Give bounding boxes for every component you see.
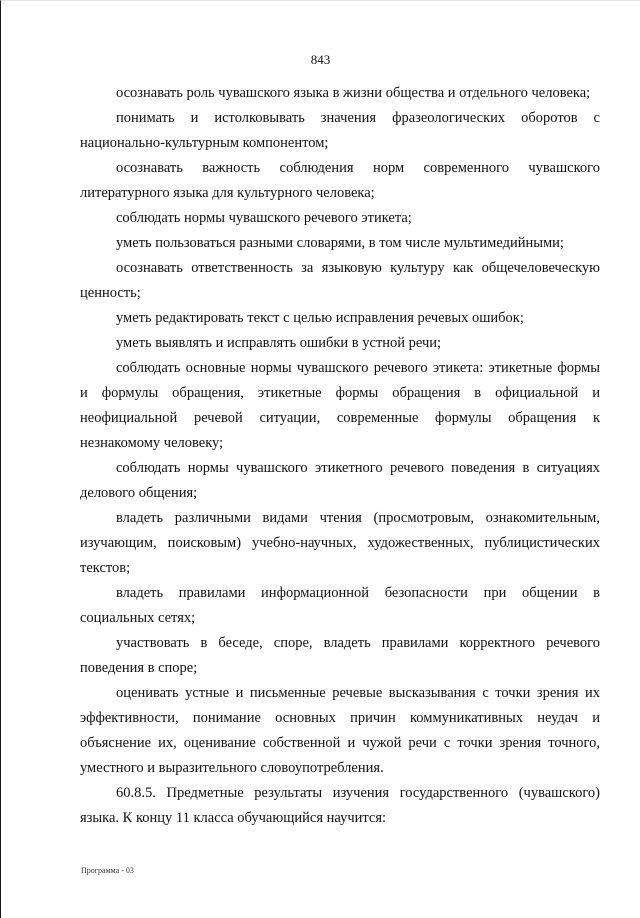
paragraph-3: осознавать важность соблюдения норм современного чувашского литературного языка для культурного человека; <box>80 160 600 201</box>
body-text <box>80 81 600 831</box>
paragraph-10: соблюдать нормы чувашского этикетного речевого поведения в ситуациях делового общения; <box>80 460 600 501</box>
paragraph-12: владеть правилами информационной безопасности при общении в социальных сетях; <box>80 585 600 626</box>
paragraph-5: уметь пользоваться разными словарями, в том числе мультимедийными; <box>116 235 564 251</box>
paragraph-6: осознавать ответственность за языковую культуру как общечеловеческую ценность; <box>80 260 600 301</box>
paragraph-14: оценивать устные и письменные речевые высказывания с точки зрения их эффективности, понимание основных причин коммуникативных неудач и объяснение их, оценивание собственной и чужой речи с точки зрения точного, уместного и выразительного словоупотребления. <box>80 685 600 776</box>
page-footer: Программа - 03 <box>81 866 134 875</box>
paragraph-2: понимать и истолковывать значения фразеологических оборотов с национально-культурным компонентом; <box>80 110 600 151</box>
paragraph-7: уметь редактировать текст с целью исправления речевых ошибок; <box>116 310 524 326</box>
paragraph-4: соблюдать нормы чувашского речевого этикета; <box>116 210 412 226</box>
paragraph-11: владеть различными видами чтения (просмотровым, ознакомительным, изучающим, поисковым) учебно-научных, художественных, публицистических текстов; <box>80 510 600 576</box>
section-heading-paragraph: 60.8.5. Предметные результаты изучения государственного (чувашского) языка. К концу 11 класса обучающийся научится: <box>80 785 600 826</box>
paragraph-9: соблюдать основные нормы чувашского речевого этикета: этикетные формы и формулы обращения, этикетные формы обращения в официальной и неофициальной речевой ситуации, современные формулы обращения к незнакомому человеку; <box>80 360 600 451</box>
page-number: 843 <box>310 52 331 67</box>
paragraph-1: осознавать роль чувашского языка в жизни общества и отдельного человека; <box>116 85 591 101</box>
paragraph-13: участвовать в беседе, споре, владеть правилами корректного речевого поведения в споре; <box>80 635 600 676</box>
paragraph-8: уметь выявлять и исправлять ошибки в устной речи; <box>116 335 442 351</box>
